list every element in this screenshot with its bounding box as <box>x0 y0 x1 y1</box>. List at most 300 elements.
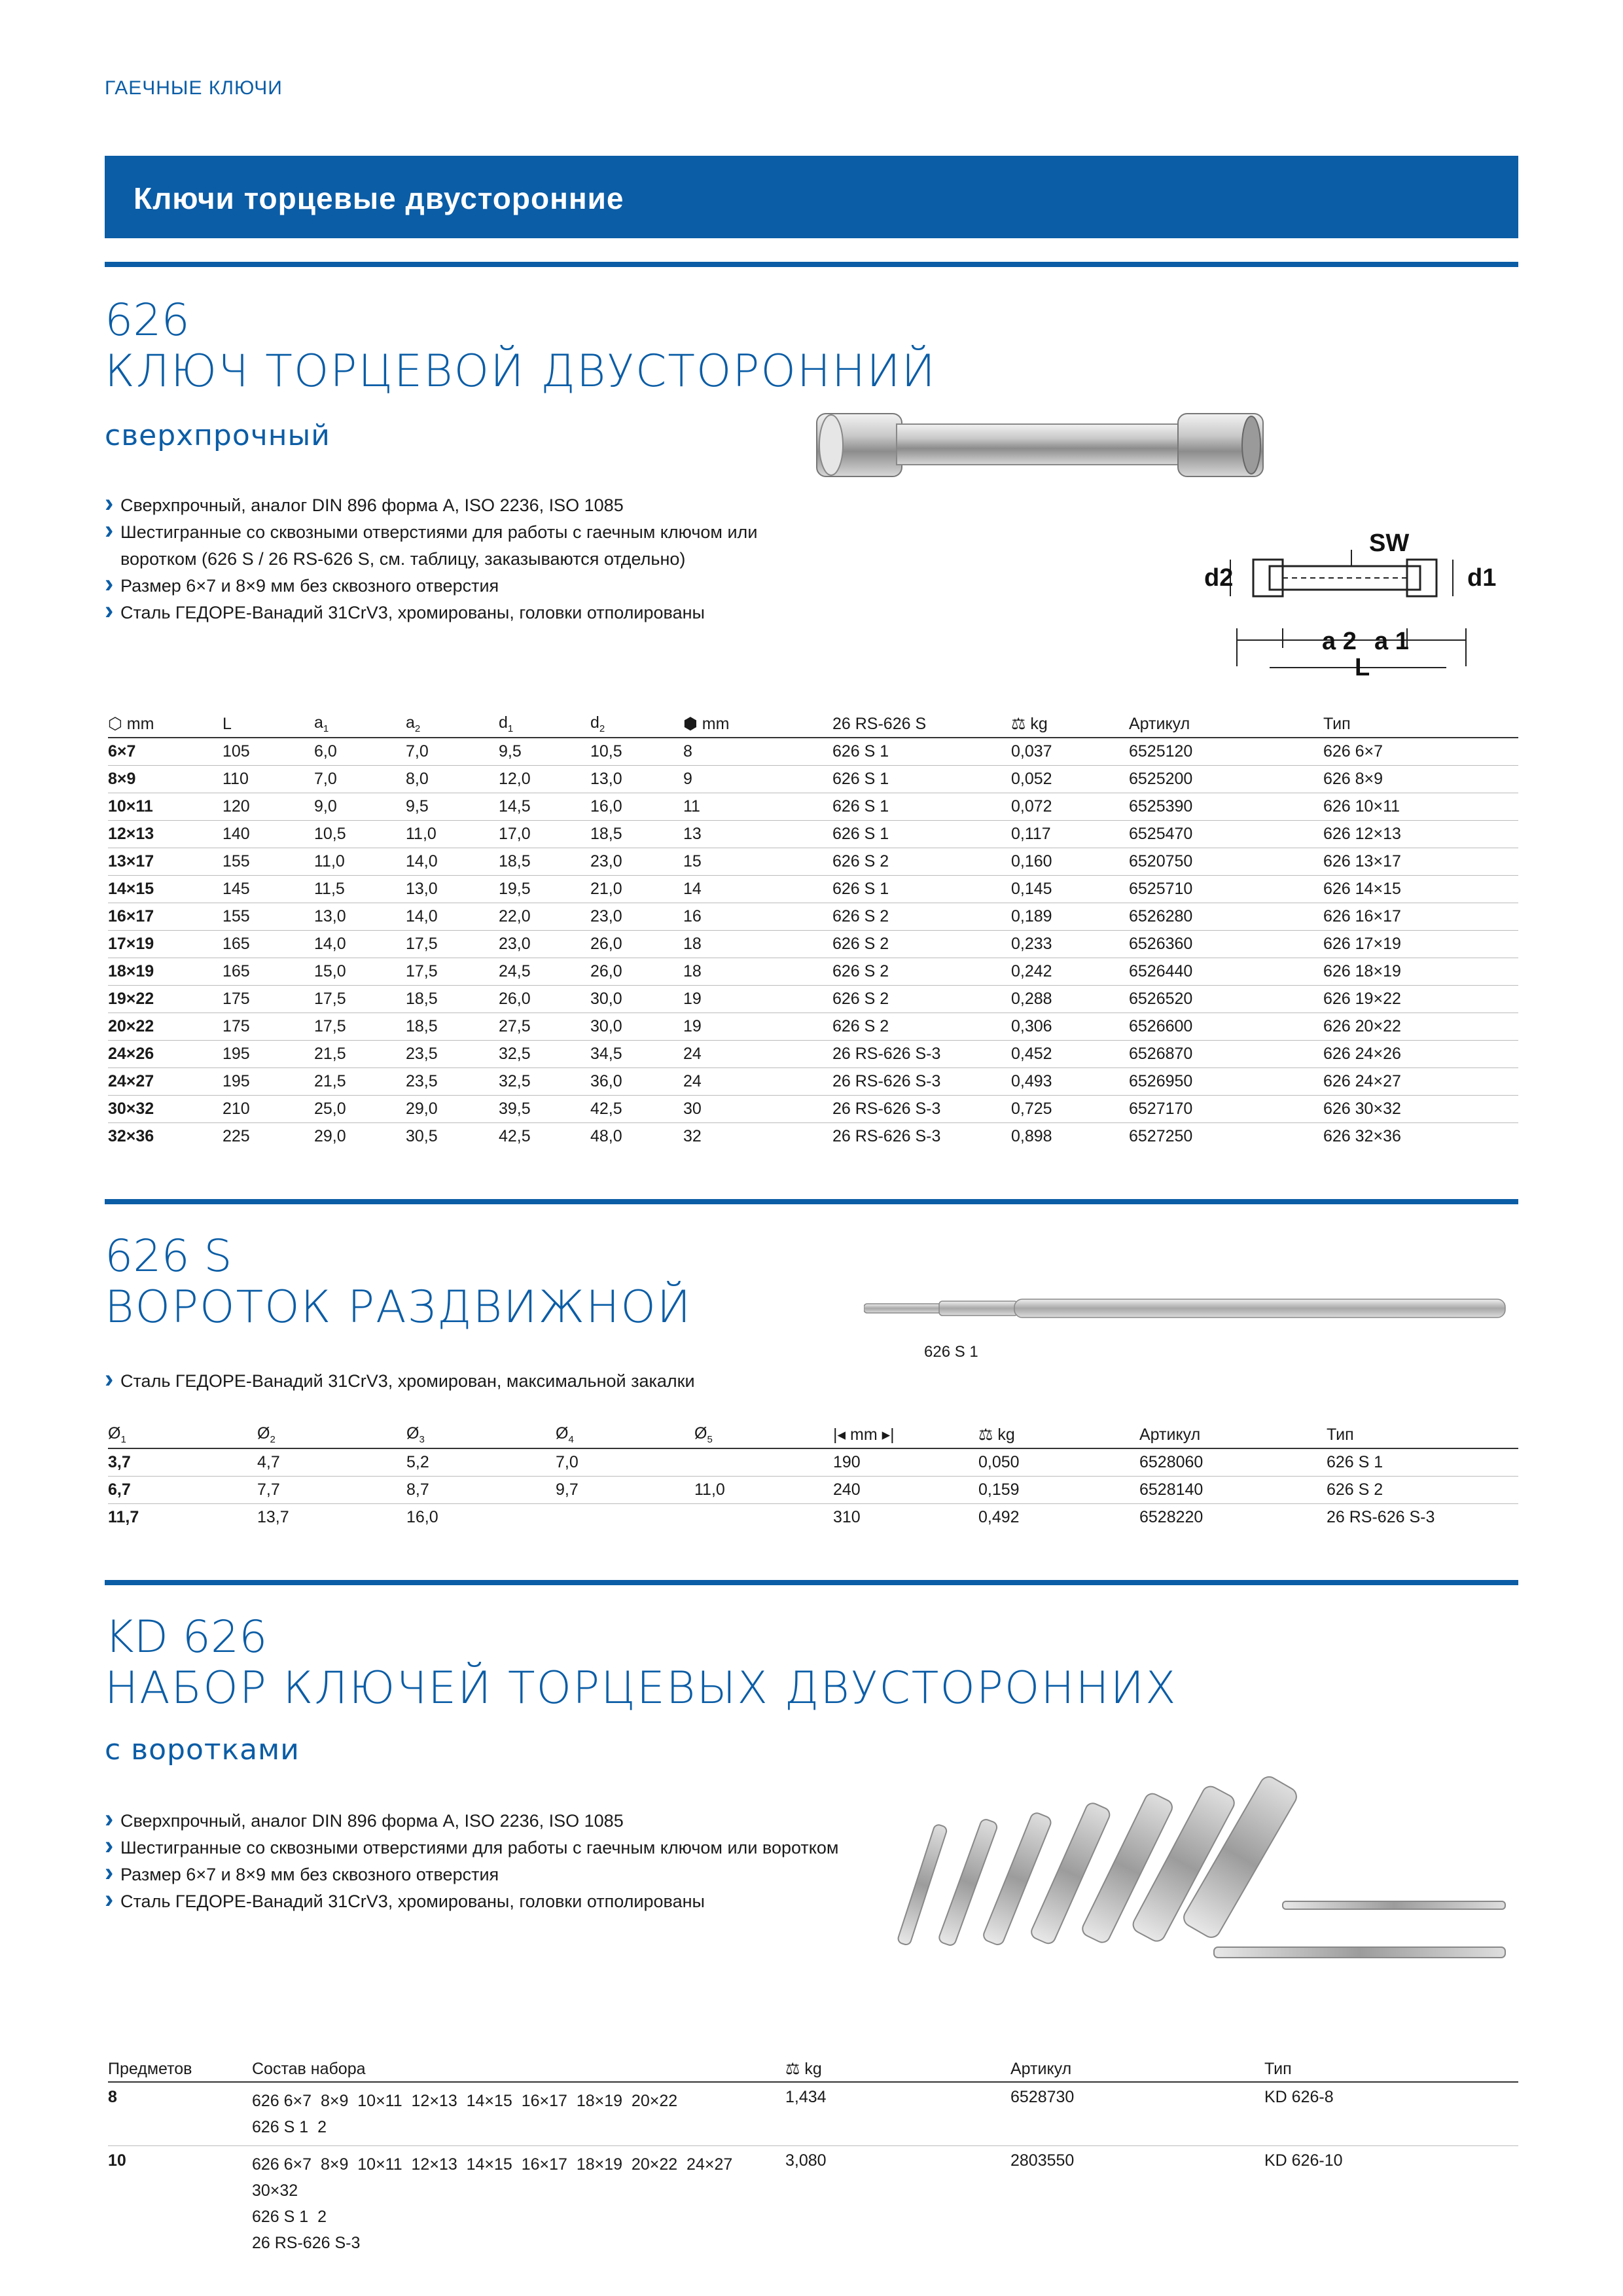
table-cell: 30,5 <box>406 1127 438 1145</box>
table-cell: 18,5 <box>406 986 499 1013</box>
table-cell: 120 <box>223 793 314 821</box>
table-cell: 6,7 <box>108 1477 257 1504</box>
table-cell: 7,0 <box>314 766 406 793</box>
product-subtitle: с воротками <box>105 1733 300 1767</box>
table-cell: 14×15 <box>108 876 223 903</box>
col-header: ⚖ kg <box>1011 711 1129 738</box>
table-cell: 6525470 <box>1129 821 1323 848</box>
table-cell: KD 626-10 <box>1264 2151 1343 2170</box>
table-cell: 626 10×11 <box>1323 793 1518 821</box>
table-cell: 21,0 <box>590 876 683 903</box>
feature-list <box>105 492 759 626</box>
table-cell: 626 S 2 <box>832 1013 1011 1041</box>
table-cell: 32,5 <box>499 1041 590 1068</box>
table-cell: 48,0 <box>590 1127 622 1145</box>
table-cell: 12,0 <box>499 766 590 793</box>
table-row <box>108 1123 1518 1151</box>
photo-label: 626 S 1 <box>924 1343 978 1361</box>
table-cell: 626 S 1 <box>832 793 1011 821</box>
table-cell: 626 12×13 <box>1323 821 1518 848</box>
table-cell: KD 626-8 <box>1264 2082 1518 2146</box>
table-cell: 8,7 <box>406 1477 556 1504</box>
table-cell: 19×22 <box>108 986 223 1013</box>
table-body <box>108 2082 1518 2261</box>
table-cell: 9 <box>683 766 832 793</box>
table-cell: 17×19 <box>108 931 223 958</box>
label-a2: a 2 <box>1322 628 1357 655</box>
table-cell: 140 <box>223 821 314 848</box>
table-cell: 34,5 <box>590 1041 683 1068</box>
table-cell: 20×22 <box>108 1013 223 1041</box>
col-header: Тип <box>1264 2056 1518 2082</box>
table-row <box>108 986 1518 1013</box>
table-cell: 6526520 <box>1129 986 1323 1013</box>
table-cell: 24×27 <box>108 1068 223 1096</box>
length-icon: |◂ <box>833 1426 850 1444</box>
table-cell: 22,0 <box>499 903 590 931</box>
col-header: $d_1$ <box>499 711 590 738</box>
table-cell: 0,898 <box>1011 1127 1052 1145</box>
table-cell: 7,0 <box>556 1448 694 1477</box>
table-cell: 6×7 <box>108 738 223 766</box>
table-cell: 2803550 <box>1010 2151 1075 2170</box>
divider <box>105 262 1518 267</box>
scale-icon: ⚖ <box>1011 715 1031 733</box>
table-row <box>108 821 1518 848</box>
table-cell: 0,288 <box>1011 986 1129 1013</box>
label-sw: SW <box>1369 529 1410 557</box>
table-cell: 155 <box>223 848 314 876</box>
table-cell: 19 <box>683 1013 832 1041</box>
table-cell: 4,7 <box>257 1448 406 1477</box>
table-cell: 21,5 <box>314 1068 406 1096</box>
table-cell: 11,7 <box>108 1508 139 1526</box>
table-cell: 225 <box>223 1127 250 1145</box>
table-cell: 626 S 1 <box>832 766 1011 793</box>
table-row <box>108 1504 1518 1532</box>
table-cell <box>556 1504 694 1532</box>
table-cell: 6527170 <box>1129 1096 1323 1123</box>
table-cell: 0,725 <box>1011 1096 1129 1123</box>
table-cell: 25,0 <box>314 1096 406 1123</box>
table-cell: 16 <box>683 903 832 931</box>
table-cell: 0,233 <box>1011 931 1129 958</box>
col-header: Предметов <box>108 2056 252 2082</box>
spec-table-626 <box>108 711 1518 1150</box>
title-banner <box>105 156 1518 238</box>
col-header: ⚖ kg <box>785 2056 1010 2082</box>
table-row <box>108 931 1518 958</box>
table-cell: 26 RS-626 S-3 <box>832 1068 1011 1096</box>
table-cell: 155 <box>223 903 314 931</box>
table-row <box>108 903 1518 931</box>
table-row <box>108 958 1518 986</box>
table-cell: 0,189 <box>1011 903 1129 931</box>
section-label: ГАЕЧНЫЕ КЛЮЧИ <box>105 77 283 99</box>
feature-item: › Сталь ГЕДОРЕ-Ванадий 31CrV3, хромированы, головки отполированы <box>105 600 759 626</box>
table-cell: 21,5 <box>314 1041 406 1068</box>
hex-socket-icon: ⬡ <box>108 715 127 733</box>
table-cell: 36,0 <box>590 1068 683 1096</box>
table-row <box>108 793 1518 821</box>
table-cell: 626 S 2 <box>832 986 1011 1013</box>
wrench-set-image <box>864 1767 1518 1977</box>
table-cell: 16×17 <box>108 903 223 931</box>
table-cell: 13,0 <box>314 903 406 931</box>
table-cell: 0,072 <box>1011 793 1129 821</box>
table-cell: 23,5 <box>406 1041 499 1068</box>
table-cell: 17,5 <box>406 931 499 958</box>
table-cell: 14,5 <box>499 793 590 821</box>
table-cell: 13,0 <box>406 876 499 903</box>
table-cell: 11,0 <box>314 848 406 876</box>
table-cell <box>694 1504 833 1532</box>
feature-item: › Сверхпрочный, аналог DIN 896 форма A, ISO 2236, ISO 1085 <box>105 492 759 519</box>
table-cell: 26 RS-626 S-3 <box>832 1096 1011 1123</box>
table-cell: 14,0 <box>314 931 406 958</box>
set-table <box>108 2056 1518 2261</box>
table-cell: 13×17 <box>108 848 223 876</box>
table-cell <box>694 1448 833 1477</box>
col-header: Тип <box>1323 711 1518 738</box>
table-cell: 0,052 <box>1011 766 1129 793</box>
table-cell: 210 <box>223 1096 314 1123</box>
feature-item: воротком (626 S / 26 RS-626 S, см. таблицу, заказываются отдельно) <box>120 549 686 569</box>
table-cell: 14,0 <box>406 848 499 876</box>
table-cell: 42,5 <box>499 1127 531 1145</box>
table-cell: 626 17×19 <box>1323 931 1518 958</box>
table-cell: 18 <box>683 958 832 986</box>
table-cell: 24 <box>683 1041 832 1068</box>
feature-item: › Сталь ГЕДОРЕ-Ванадий 31CrV3, хромированы, головки отполированы <box>105 1888 890 1915</box>
table-row <box>108 766 1518 793</box>
table-cell: 1,434 <box>785 2082 1010 2146</box>
feature-item: › Шестигранные со сквозными отверстиями для работы с гаечным ключом или воротком <box>105 1835 890 1861</box>
table-cell: 0,159 <box>978 1477 1139 1504</box>
col-header: Артикул <box>1010 2056 1264 2082</box>
table-row <box>108 1068 1518 1096</box>
table-cell: 26 RS-626 S-3 <box>1327 1508 1435 1526</box>
table-header <box>108 2056 1518 2082</box>
table-cell: 26 RS-626 S-3 <box>832 1041 1011 1068</box>
table-cell: 0,452 <box>1011 1041 1129 1068</box>
table-cell: 105 <box>223 738 314 766</box>
table-cell: 175 <box>223 1013 314 1041</box>
divider <box>105 1199 1518 1204</box>
table-cell: 24,5 <box>499 958 590 986</box>
feature-item: › Шестигранные со сквозными отверстиями для работы с гаечным ключом или <box>105 519 759 546</box>
table-row <box>108 1448 1518 1477</box>
table-cell: 11,5 <box>314 876 406 903</box>
table-cell: 32 <box>683 1127 702 1145</box>
table-cell: 6526600 <box>1129 1013 1323 1041</box>
table-cell: 11 <box>683 793 832 821</box>
table-cell: 626 16×17 <box>1323 903 1518 931</box>
label-d2: d2 <box>1204 564 1234 592</box>
table-cell: 18,5 <box>590 821 683 848</box>
table-cell: 26,0 <box>499 986 590 1013</box>
wrench-image <box>812 406 1270 484</box>
table-row <box>108 1477 1518 1504</box>
table-cell: 626 S 2 <box>832 931 1011 958</box>
feature-item: › Размер 6×7 и 8×9 мм без сквозного отверстия <box>105 1861 890 1888</box>
col-header: |◂ mm ▸| <box>833 1422 978 1448</box>
table-cell: 626 20×22 <box>1323 1013 1518 1041</box>
table-cell: 145 <box>223 876 314 903</box>
table-cell: 0,145 <box>1011 876 1129 903</box>
feature-item: › Сталь ГЕДОРЕ-Ванадий 31CrV3, хромирован, максимальной закалки <box>105 1368 890 1395</box>
table-cell: 0,160 <box>1011 848 1129 876</box>
product-title: КЛЮЧ ТОРЦЕВОЙ ДВУСТОРОННИЙ <box>105 346 936 397</box>
table-cell: 3,080 <box>785 2151 827 2170</box>
table-cell: 17,5 <box>314 1013 406 1041</box>
table-cell: 165 <box>223 958 314 986</box>
table-cell: 626 S 2 <box>832 958 1011 986</box>
col-header: L <box>223 711 314 738</box>
table-cell: 9,5 <box>406 793 499 821</box>
table-header <box>108 1422 1518 1448</box>
table-cell: 9,5 <box>499 738 590 766</box>
table-cell: 30,0 <box>590 1013 683 1041</box>
col-header: 26 RS-626 S <box>832 711 1011 738</box>
table-cell: 626 13×17 <box>1323 848 1518 876</box>
table-cell: 0,306 <box>1011 1013 1129 1041</box>
col-header: $a_2$ <box>406 711 499 738</box>
table-cell: 6525120 <box>1129 738 1323 766</box>
col-header: ⬡ mm <box>108 711 223 738</box>
table-cell: 626 S 2 <box>1327 1477 1518 1504</box>
table-cell: 16,0 <box>406 1508 438 1526</box>
set-contents-line: 626 6×7 8×9 10×11 12×13 14×15 16×17 18×19 20×22 <box>252 2092 678 2110</box>
table-header <box>108 711 1518 738</box>
table-cell: 13,0 <box>590 766 683 793</box>
table-cell: 626 S 1 <box>832 876 1011 903</box>
table-cell: 6526440 <box>1129 958 1323 986</box>
table-cell: 6528140 <box>1139 1477 1327 1504</box>
table-cell: 175 <box>223 986 314 1013</box>
table-cell: 13 <box>683 821 832 848</box>
feature-item: › Сверхпрочный, аналог DIN 896 форма A, ISO 2236, ISO 1085 <box>105 1808 890 1835</box>
table-row <box>108 2146 1518 2262</box>
table-cell: 195 <box>223 1041 314 1068</box>
hex-hole-icon: ⬢ <box>683 715 702 733</box>
table-cell: 0,117 <box>1011 821 1129 848</box>
table-cell: 6525200 <box>1129 766 1323 793</box>
product-title: ВОРОТОК РАЗДВИЖНОЙ <box>105 1282 692 1333</box>
col-header: ⚖ kg <box>978 1422 1139 1448</box>
table-cell: 626 S 1 <box>832 738 1011 766</box>
table-cell: 24 <box>683 1068 832 1096</box>
table-cell: 626 S 2 <box>832 848 1011 876</box>
table-cell: 6525710 <box>1129 876 1323 903</box>
table-row <box>108 1096 1518 1123</box>
table-cell: 110 <box>223 766 314 793</box>
col-header: $Ø_3$ <box>406 1422 556 1448</box>
table-cell: 13,7 <box>257 1508 289 1526</box>
table-cell: 29,0 <box>406 1096 499 1123</box>
table-cell: 6526280 <box>1129 903 1323 931</box>
scale-icon: ⚖ <box>978 1426 998 1444</box>
table-cell: 23,0 <box>590 848 683 876</box>
divider <box>105 1580 1518 1585</box>
table-row <box>108 2082 1518 2146</box>
col-header: Артикул <box>1129 711 1323 738</box>
col-header: $d_2$ <box>590 711 683 738</box>
scale-icon: ⚖ <box>785 2060 805 2078</box>
table-cell: 8×9 <box>108 766 223 793</box>
table-cell: 6526950 <box>1129 1068 1323 1096</box>
table-cell: 26 RS-626 S-3 <box>832 1127 941 1145</box>
table-cell: 15 <box>683 848 832 876</box>
label-L: L <box>1355 654 1370 681</box>
label-a1: a 1 <box>1374 628 1409 655</box>
table-cell: 29,0 <box>314 1127 346 1145</box>
col-header: $Ø_1$ <box>108 1422 257 1448</box>
table-cell: 626 S 2 <box>832 903 1011 931</box>
table-cell: 10,5 <box>590 738 683 766</box>
table-cell: 6525390 <box>1129 793 1323 821</box>
table-cell: 26,0 <box>590 931 683 958</box>
table-cell: 10 <box>108 2151 126 2170</box>
table-cell: 5,2 <box>406 1448 556 1477</box>
table-row <box>108 1041 1518 1068</box>
table-cell: 15,0 <box>314 958 406 986</box>
table-cell: 30 <box>683 1096 832 1123</box>
table-row <box>108 876 1518 903</box>
table-cell: 18,5 <box>406 1013 499 1041</box>
table-cell: 626 S 1 <box>1327 1448 1518 1477</box>
col-header: ⬢ mm <box>683 711 832 738</box>
feature-item: › Размер 6×7 и 8×9 мм без сквозного отверстия <box>105 573 759 600</box>
product-number: KD 626 <box>105 1611 268 1663</box>
tommy-bar-image <box>864 1293 1518 1325</box>
table-cell: 19,5 <box>499 876 590 903</box>
col-header: Тип <box>1327 1422 1518 1448</box>
table-cell: 626 S 1 <box>832 821 1011 848</box>
table-row <box>108 1013 1518 1041</box>
table-cell: 626 18×19 <box>1323 958 1518 986</box>
col-header: $Ø_5$ <box>694 1422 833 1448</box>
product-subtitle: сверхпрочный <box>105 419 330 452</box>
table-cell: 310 <box>833 1508 861 1526</box>
table-row <box>108 848 1518 876</box>
table-cell: 7,7 <box>257 1477 406 1504</box>
table-cell: 18×19 <box>108 958 223 986</box>
table-cell: 6528060 <box>1139 1448 1327 1477</box>
table-cell: 32×36 <box>108 1127 154 1145</box>
table-cell: 23,5 <box>406 1068 499 1096</box>
table-cell: 6528730 <box>1010 2082 1264 2146</box>
table-cell: 16,0 <box>590 793 683 821</box>
table-cell: 6,0 <box>314 738 406 766</box>
feature-list <box>105 1368 890 1395</box>
table-cell: 195 <box>223 1068 314 1096</box>
table-cell: 17,5 <box>406 958 499 986</box>
table-cell: 0,242 <box>1011 958 1129 986</box>
table-cell: 42,5 <box>590 1096 683 1123</box>
dimension-diagram <box>1191 524 1505 694</box>
table-cell: 626 6×7 <box>1323 738 1518 766</box>
table-cell: 23,0 <box>590 903 683 931</box>
table-cell: 626 32×36 <box>1323 1127 1401 1145</box>
table-cell: 0,050 <box>978 1448 1139 1477</box>
col-header: $Ø_2$ <box>257 1422 406 1448</box>
col-header: Состав набора <box>252 2056 785 2082</box>
table-cell: 626 19×22 <box>1323 986 1518 1013</box>
set-contents-line: 30×32 <box>252 2181 298 2200</box>
set-contents-line: 626 S 1 2 <box>252 2118 327 2136</box>
table-cell: 6520750 <box>1129 848 1323 876</box>
table-cell: 9,7 <box>556 1477 694 1504</box>
table-cell: 11,0 <box>406 821 499 848</box>
table-cell: 10×11 <box>108 793 223 821</box>
table-cell: 626 24×27 <box>1323 1068 1518 1096</box>
set-contents-line: 26 RS-626 S-3 <box>252 2234 361 2252</box>
table-cell: 6527250 <box>1129 1127 1193 1145</box>
feature-list <box>105 1808 890 1915</box>
table-body <box>108 1448 1518 1531</box>
table-cell: 6526870 <box>1129 1041 1323 1068</box>
col-header: $a_1$ <box>314 711 406 738</box>
product-title: НАБОР КЛЮЧЕЙ ТОРЦЕВЫХ ДВУСТОРОННИХ <box>105 1662 1177 1714</box>
table-cell: 0,037 <box>1011 738 1129 766</box>
table-cell: 626 8×9 <box>1323 766 1518 793</box>
table-cell: 626 24×26 <box>1323 1041 1518 1068</box>
table-cell: 23,0 <box>499 931 590 958</box>
table-cell: 7,0 <box>406 738 499 766</box>
table-cell: 10,5 <box>314 821 406 848</box>
table-cell: 14,0 <box>406 903 499 931</box>
table-body <box>108 738 1518 1150</box>
table-cell: 8 <box>683 738 832 766</box>
table-row <box>108 738 1518 766</box>
table-cell: 165 <box>223 931 314 958</box>
set-contents <box>252 2082 785 2146</box>
table-cell: 17,5 <box>314 986 406 1013</box>
spec-table-626s <box>108 1422 1518 1531</box>
table-cell: 9,0 <box>314 793 406 821</box>
table-cell: 26,0 <box>590 958 683 986</box>
set-contents <box>252 2146 785 2262</box>
table-cell: 0,492 <box>978 1508 1020 1526</box>
table-cell: 39,5 <box>499 1096 590 1123</box>
table-cell: 18 <box>683 931 832 958</box>
table-cell: 27,5 <box>499 1013 590 1041</box>
table-cell: 6526360 <box>1129 931 1323 958</box>
col-header: $Ø_4$ <box>556 1422 694 1448</box>
set-contents-line: 626 6×7 8×9 10×11 12×13 14×15 16×17 18×19 20×22 24×27 <box>252 2155 733 2174</box>
table-cell: 19 <box>683 986 832 1013</box>
banner-title: Ключи торцевые двусторонние <box>134 181 624 215</box>
table-cell: 190 <box>833 1448 978 1477</box>
product-number: 626 S <box>105 1230 232 1282</box>
table-cell: 18,5 <box>499 848 590 876</box>
table-cell: 0,493 <box>1011 1068 1129 1096</box>
table-cell: 24×26 <box>108 1041 223 1068</box>
table-cell: 3,7 <box>108 1448 257 1477</box>
table-cell: 32,5 <box>499 1068 590 1096</box>
product-number: 626 <box>105 295 190 346</box>
table-cell: 14 <box>683 876 832 903</box>
table-cell: 8 <box>108 2082 252 2146</box>
table-cell: 12×13 <box>108 821 223 848</box>
col-header: Артикул <box>1139 1422 1327 1448</box>
table-cell: 8,0 <box>406 766 499 793</box>
table-cell: 11,0 <box>694 1477 833 1504</box>
table-cell: 6528220 <box>1139 1508 1204 1526</box>
table-cell: 17,0 <box>499 821 590 848</box>
table-cell: 626 30×32 <box>1323 1096 1518 1123</box>
